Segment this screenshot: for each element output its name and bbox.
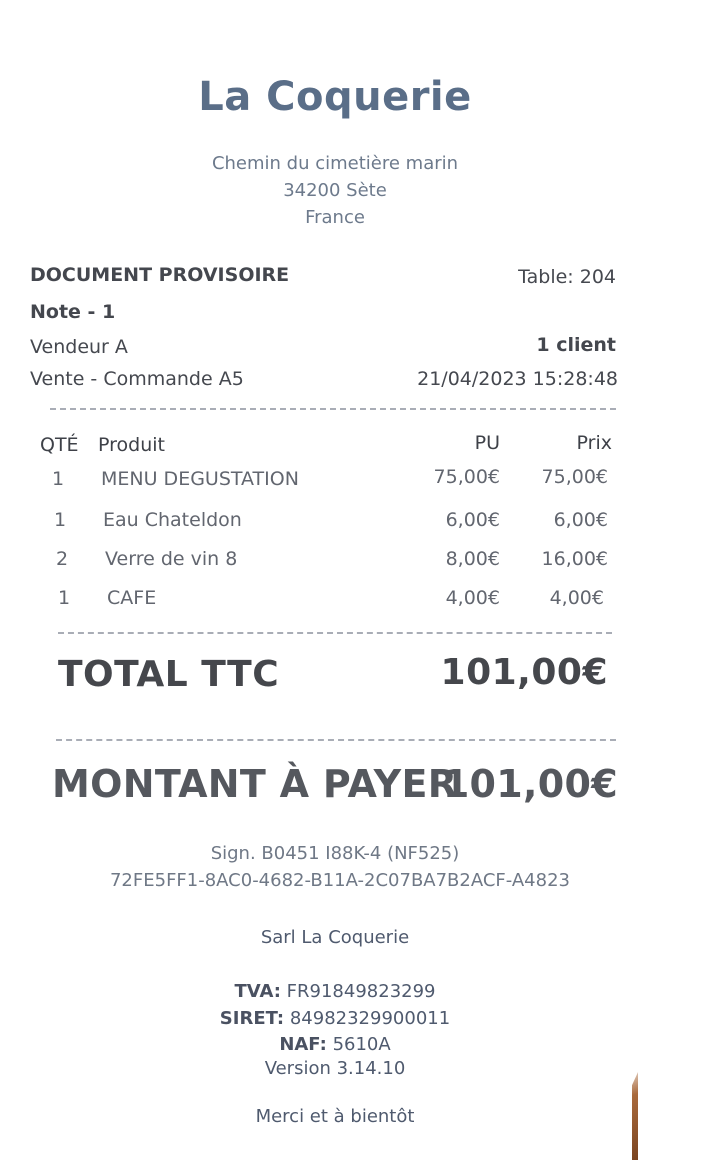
item-unit-price: 8,00€ <box>445 548 500 570</box>
item-name: Verre de vin 8 <box>105 548 238 570</box>
item-unit-price: 4,00€ <box>445 587 500 609</box>
item-price: 4,00€ <box>549 587 604 609</box>
date-time: 21/04/2023 15:28:48 <box>417 368 618 390</box>
note-number: Note - 1 <box>30 301 116 323</box>
signature-hash: 72FE5FF1-8AC0-4682-B11A-2C07BA7B2ACF-A4823 <box>109 870 570 891</box>
signature-line: Sign. B0451 I88K-4 (NF525) <box>210 843 460 864</box>
software-version: Version 3.14.10 <box>264 1058 406 1079</box>
column-unit-price: PU <box>474 432 500 454</box>
divider <box>50 408 616 410</box>
naf-label: NAF: <box>279 1034 327 1055</box>
total-amount: 101,00€ <box>440 652 608 693</box>
siret-number <box>50 1008 620 1029</box>
sale-order: Vente - Commande A5 <box>30 368 244 390</box>
column-qty: QTÉ <box>40 434 79 456</box>
item-qty: 1 <box>58 587 71 609</box>
siret-value: 84982329900011 <box>289 1008 451 1029</box>
amount-due: 101,00€ <box>442 762 618 806</box>
tva-number <box>50 981 620 1002</box>
item-name: MENU DEGUSTATION <box>101 468 299 490</box>
tva-label: TVA: <box>234 981 281 1002</box>
address-city: 34200 Sète <box>283 180 387 201</box>
divider <box>58 632 612 634</box>
restaurant-name: La Coquerie <box>198 74 472 120</box>
item-qty: 1 <box>54 509 67 531</box>
item-price: 16,00€ <box>541 548 608 570</box>
column-product: Produit <box>98 434 165 456</box>
naf-code <box>50 1034 620 1055</box>
column-price: Prix <box>576 432 612 454</box>
item-unit-price: 6,00€ <box>445 509 500 531</box>
item-unit-price: 75,00€ <box>433 466 500 488</box>
address-country: France <box>305 207 365 228</box>
amount-due-label: MONTANT À PAYER <box>52 762 458 806</box>
document-type: DOCUMENT PROVISOIRE <box>30 264 290 286</box>
client-count: 1 client <box>536 334 616 356</box>
vendor: Vendeur A <box>30 336 128 358</box>
siret-label: SIRET: <box>219 1008 285 1029</box>
thank-you-message: Merci et à bientôt <box>255 1106 415 1127</box>
item-price: 75,00€ <box>541 466 608 488</box>
item-name: Eau Chateldon <box>103 509 242 531</box>
item-qty: 2 <box>56 548 69 570</box>
tva-value: FR91849823299 <box>286 981 436 1002</box>
divider <box>56 739 616 741</box>
item-qty: 1 <box>52 468 65 490</box>
naf-value: 5610A <box>332 1034 391 1055</box>
item-name: CAFE <box>107 587 157 609</box>
company-name: Sarl La Coquerie <box>260 927 410 948</box>
total-label: TOTAL TTC <box>58 654 280 695</box>
address-street: Chemin du cimetière marin <box>211 153 459 174</box>
item-price: 6,00€ <box>553 509 608 531</box>
table-number: Table: 204 <box>518 266 616 288</box>
